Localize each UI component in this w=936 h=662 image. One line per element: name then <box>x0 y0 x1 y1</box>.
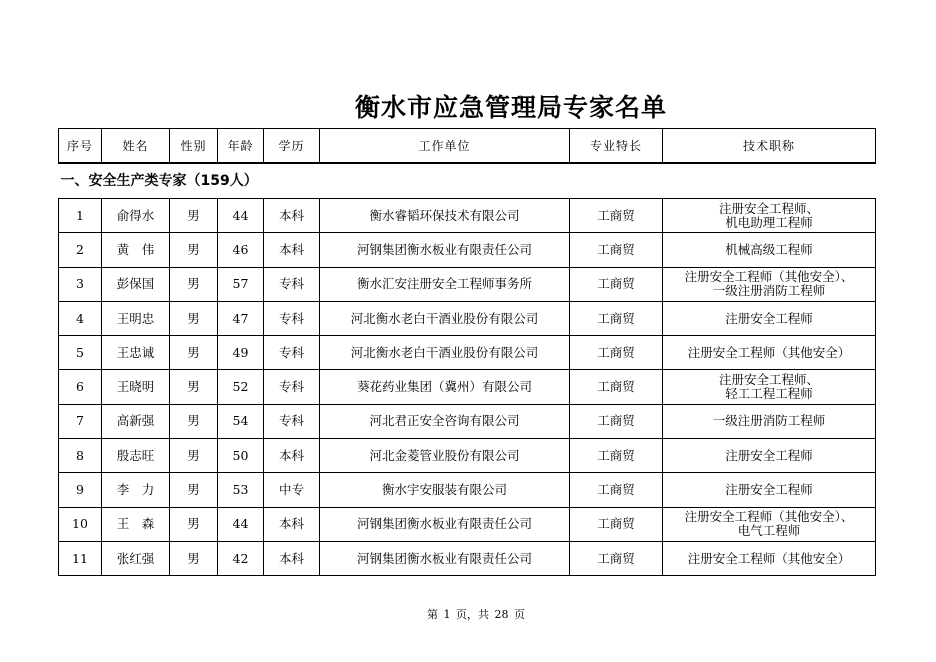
section-heading: 一、安全生产类专家（159人） <box>59 163 876 199</box>
cell-title <box>663 233 876 267</box>
header-unit: 工作单位 <box>320 129 570 164</box>
table-row <box>59 473 876 507</box>
cell-gender: 男 <box>170 404 218 438</box>
cell-gender: 男 <box>170 473 218 507</box>
cell-name: 王 森 <box>102 507 170 541</box>
cell-title-line1: 注册安全工程师（其他安全）、 <box>684 269 854 285</box>
header-gender: 性别 <box>170 129 218 164</box>
cell-title <box>663 199 876 233</box>
header-seq: 序号 <box>59 129 102 164</box>
cell-unit: 衡水汇安注册安全工程师事务所 <box>320 267 570 301</box>
cell-seq: 7 <box>59 404 102 438</box>
cell-age: 44 <box>218 507 264 541</box>
cell-name: 黄 伟 <box>102 233 170 267</box>
cell-seq: 11 <box>59 541 102 575</box>
cell-unit: 河钢集团衡水板业有限责任公司 <box>320 507 570 541</box>
cell-seq: 6 <box>59 370 102 404</box>
cell-unit: 河钢集团衡水板业有限责任公司 <box>320 233 570 267</box>
cell-gender: 男 <box>170 199 218 233</box>
cell-title-line1: 注册安全工程师、 <box>718 200 819 216</box>
cell-education: 本科 <box>264 199 320 233</box>
cell-title <box>663 439 876 473</box>
cell-gender: 男 <box>170 439 218 473</box>
table-row <box>59 370 876 404</box>
cell-age: 44 <box>218 199 264 233</box>
table-row <box>59 541 876 575</box>
cell-specialty: 工商贸 <box>570 507 663 541</box>
cell-title-line1: 一级注册消防工程师 <box>712 413 826 429</box>
header-title: 技术职称 <box>663 129 876 164</box>
cell-age: 49 <box>218 336 264 370</box>
cell-title-line1: 注册安全工程师 <box>725 310 813 326</box>
cell-education: 本科 <box>264 439 320 473</box>
cell-specialty: 工商贸 <box>570 336 663 370</box>
cell-education: 专科 <box>264 404 320 438</box>
cell-title <box>663 301 876 335</box>
table-row <box>59 267 876 301</box>
cell-age: 52 <box>218 370 264 404</box>
cell-title-line1: 注册安全工程师 <box>725 447 813 463</box>
cell-title-line2: 轻工工程工程师 <box>725 386 813 402</box>
cell-name: 俞得水 <box>102 199 170 233</box>
cell-title-line1: 机械高级工程师 <box>725 241 813 257</box>
cell-title-line1: 注册安全工程师（其他安全） <box>687 550 851 566</box>
cell-title-line1: 注册安全工程师、 <box>718 372 819 388</box>
cell-age: 50 <box>218 439 264 473</box>
cell-education: 专科 <box>264 267 320 301</box>
cell-title <box>663 541 876 575</box>
table-row <box>59 301 876 335</box>
cell-seq: 4 <box>59 301 102 335</box>
cell-age: 42 <box>218 541 264 575</box>
table-row <box>59 507 876 541</box>
cell-title <box>663 473 876 507</box>
cell-name: 王明忠 <box>102 301 170 335</box>
cell-age: 57 <box>218 267 264 301</box>
cell-name: 高新强 <box>102 404 170 438</box>
cell-seq: 5 <box>59 336 102 370</box>
cell-gender: 男 <box>170 541 218 575</box>
cell-unit: 河北衡水老白干酒业股份有限公司 <box>320 301 570 335</box>
cell-seq: 1 <box>59 199 102 233</box>
cell-specialty: 工商贸 <box>570 199 663 233</box>
header-education: 学历 <box>264 129 320 164</box>
cell-unit: 河北衡水老白干酒业股份有限公司 <box>320 336 570 370</box>
cell-name: 殷志旺 <box>102 439 170 473</box>
cell-gender: 男 <box>170 301 218 335</box>
cell-title <box>663 267 876 301</box>
cell-education: 本科 <box>264 541 320 575</box>
page-footer: 第 1 页，共 28 页 <box>427 608 525 621</box>
cell-education: 专科 <box>264 370 320 404</box>
cell-title-line2: 电气工程师 <box>737 523 801 539</box>
header-specialty: 专业特长 <box>570 129 663 164</box>
cell-specialty: 工商贸 <box>570 439 663 473</box>
cell-unit: 葵花药业集团（冀州）有限公司 <box>320 370 570 404</box>
section-heading-row <box>59 163 876 199</box>
cell-seq: 2 <box>59 233 102 267</box>
cell-title-line2: 机电助理工程师 <box>725 214 813 230</box>
cell-seq: 3 <box>59 267 102 301</box>
table-row <box>59 233 876 267</box>
cell-name: 李 力 <box>102 473 170 507</box>
cell-seq: 8 <box>59 439 102 473</box>
table-header-row <box>59 129 876 164</box>
cell-specialty: 工商贸 <box>570 301 663 335</box>
cell-title <box>663 336 876 370</box>
cell-gender: 男 <box>170 370 218 404</box>
header-name: 姓名 <box>102 129 170 164</box>
cell-seq: 10 <box>59 507 102 541</box>
cell-name: 王晓明 <box>102 370 170 404</box>
cell-gender: 男 <box>170 233 218 267</box>
cell-title <box>663 404 876 438</box>
cell-education: 本科 <box>264 233 320 267</box>
cell-specialty: 工商贸 <box>570 404 663 438</box>
cell-specialty: 工商贸 <box>570 473 663 507</box>
cell-title <box>663 370 876 404</box>
cell-title-line1: 注册安全工程师 <box>725 482 813 498</box>
cell-specialty: 工商贸 <box>570 267 663 301</box>
cell-age: 46 <box>218 233 264 267</box>
cell-title <box>663 507 876 541</box>
cell-gender: 男 <box>170 336 218 370</box>
table-row <box>59 404 876 438</box>
cell-name: 张红强 <box>102 541 170 575</box>
cell-unit: 河钢集团衡水板业有限责任公司 <box>320 541 570 575</box>
cell-specialty: 工商贸 <box>570 233 663 267</box>
table-row <box>59 336 876 370</box>
expert-table <box>58 128 876 576</box>
cell-age: 54 <box>218 404 264 438</box>
cell-age: 47 <box>218 301 264 335</box>
cell-gender: 男 <box>170 267 218 301</box>
cell-gender: 男 <box>170 507 218 541</box>
cell-specialty: 工商贸 <box>570 541 663 575</box>
cell-education: 专科 <box>264 336 320 370</box>
cell-age: 53 <box>218 473 264 507</box>
cell-title-line1: 注册安全工程师（其他安全）、 <box>684 509 854 525</box>
header-age: 年龄 <box>218 129 264 164</box>
cell-education: 中专 <box>264 473 320 507</box>
cell-unit: 河北金菱管业股份有限公司 <box>320 439 570 473</box>
page-title: 衡水市应急管理局专家名单 <box>354 93 667 122</box>
cell-title-line2: 一级注册消防工程师 <box>712 283 826 299</box>
cell-unit: 河北君正安全咨询有限公司 <box>320 404 570 438</box>
table-row <box>59 439 876 473</box>
cell-seq: 9 <box>59 473 102 507</box>
cell-specialty: 工商贸 <box>570 370 663 404</box>
cell-title-line1: 注册安全工程师（其他安全） <box>687 344 851 360</box>
cell-unit: 衡水宇安服装有限公司 <box>320 473 570 507</box>
cell-education: 本科 <box>264 507 320 541</box>
cell-education: 专科 <box>264 301 320 335</box>
cell-name: 彭保国 <box>102 267 170 301</box>
table-row <box>59 199 876 233</box>
cell-unit: 衡水睿韬环保技术有限公司 <box>320 199 570 233</box>
cell-name: 王忠诚 <box>102 336 170 370</box>
